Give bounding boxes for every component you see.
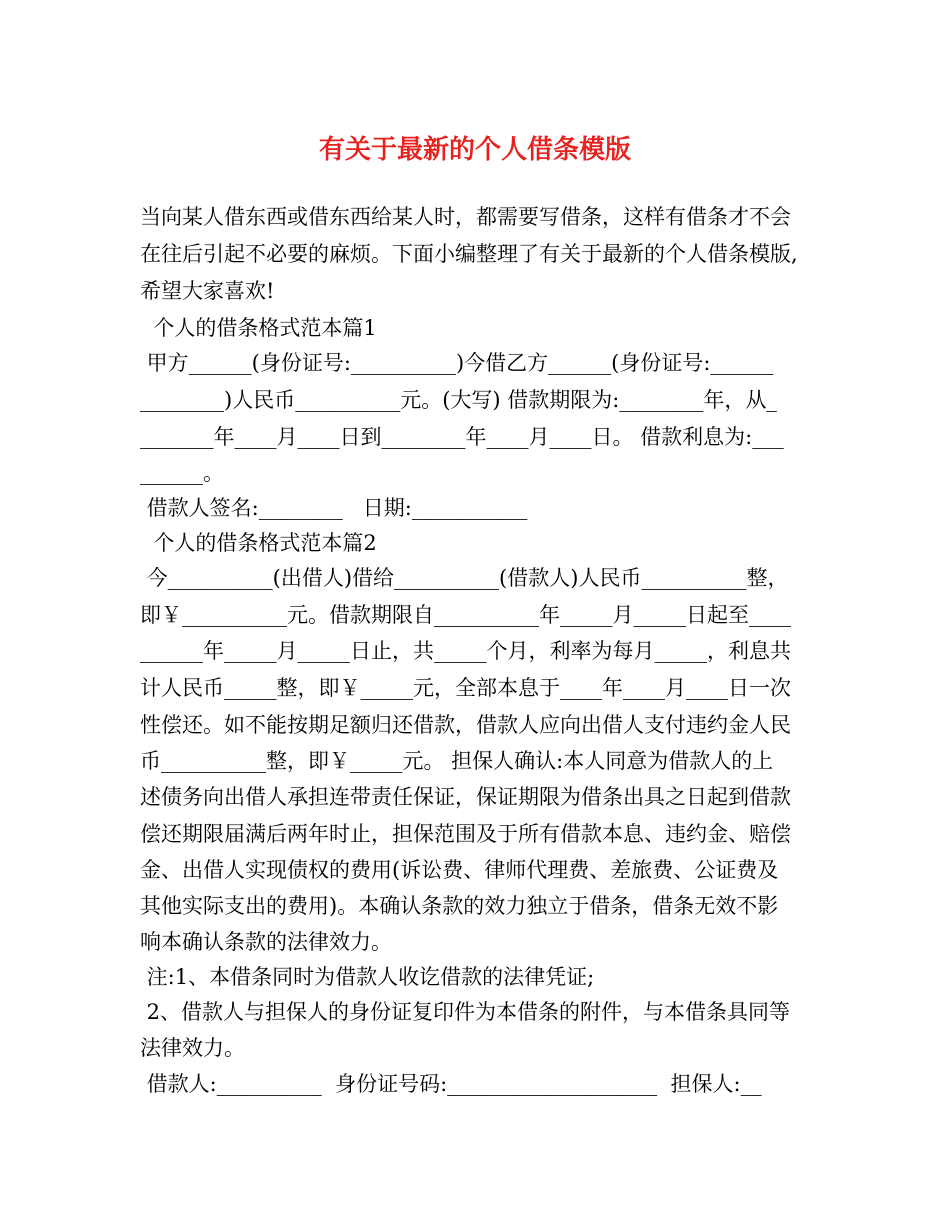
body-line: 希望大家喜欢! <box>140 279 275 303</box>
signature-line: 借款人签名:________ 日期:___________ <box>140 496 528 520</box>
body-line: 甲方______(身份证号:__________)今借乙方______(身份证号:______ <box>140 351 774 375</box>
body-line: 述债务向出借人承担连带责任保证，保证期限为借条出具之日起到借款 <box>140 785 791 809</box>
body-line: 性偿还。如不能按期足额归还借款，借款人应向出借人支付违约金人民 <box>140 713 791 737</box>
body-line: 在往后引起不必要的麻烦。下面小编整理了有关于最新的个人借条模版, <box>140 242 798 266</box>
body-line: 法律效力。 <box>140 1036 245 1060</box>
body-line: _______年____月____日到________年____月____日。 借款利息为:___ <box>140 425 784 449</box>
body-line: 币__________整，即￥_____元。 担保人确认:本人同意为借款人的上 <box>140 749 774 773</box>
body-line: 偿还期限届满后两年时止，担保范围及于所有借款本息、违约金、赔偿 <box>140 822 791 846</box>
body-line: 金、出借人实现债权的费用(诉讼费、律师代理费、差旅费、公证费及 <box>140 858 779 882</box>
section-heading: 个人的借条格式范本篇1 <box>140 316 377 340</box>
body-line: ______。 <box>140 461 224 485</box>
body-line: 计人民币_____整，即￥_____元，全部本息于____年____月____日一次 <box>140 676 791 700</box>
signature-line: 借款人:__________ 身份证号码:____________________ 担保人:__ <box>140 1072 762 1096</box>
body-line: 今__________(出借人)借给__________(借款人)人民币__________整， <box>140 566 789 590</box>
body-line: 响本确认条款的法律效力。 <box>140 930 392 954</box>
note-line: 2、借款人与担保人的身份证复印件为本借条的附件，与本借条具同等 <box>140 1000 791 1024</box>
body-line: ______年_____月_____日止，共_____个月，利率为每月_____，利息共 <box>140 639 791 663</box>
body-line: 即￥__________元。借款期限自__________年_____月_____日起至____ <box>140 603 791 627</box>
note-line: 注:1、本借条同时为借款人收讫借款的法律凭证; <box>140 965 595 989</box>
section-heading: 个人的借条格式范本篇2 <box>140 531 377 555</box>
body-line: 当向某人借东西或借东西给某人时，都需要写借条，这样有借条才不会 <box>140 205 791 229</box>
document-title: 有关于最新的个人借条模版 <box>318 135 631 165</box>
body-line: 其他实际支出的费用)。本确认条款的效力独立于借条，借条无效不影 <box>140 894 779 918</box>
body-line: ________)人民币__________元。(大写) 借款期限为:________年，从_ <box>140 388 777 412</box>
